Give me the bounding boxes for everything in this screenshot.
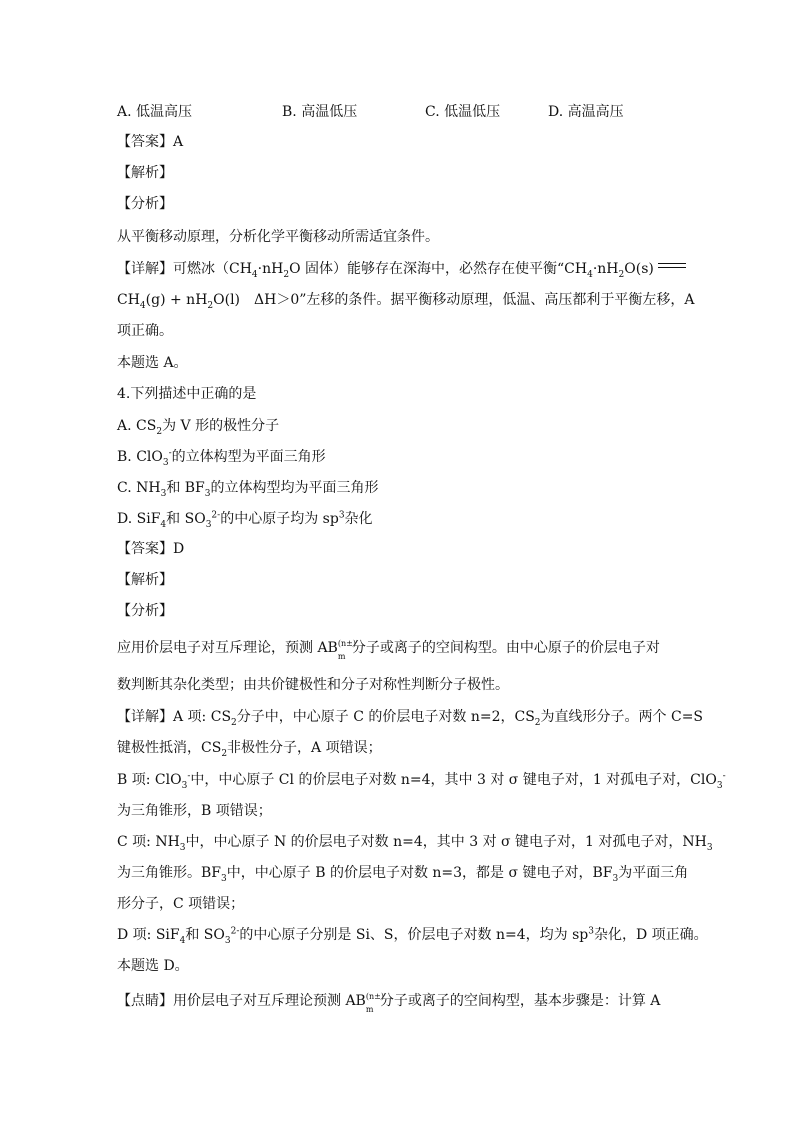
q4-stem: 4.下列描述中正确的是 xyxy=(117,386,257,402)
q3-jiexi-heading: 【解析】 xyxy=(117,165,173,181)
q4-detail-c-line-1: C 项: $NH_3$中，中心原子 N 的价层电子对数 n=4，其中 3 对 σ 键电子对，1 对孤电子对，$NH_3$ xyxy=(117,834,713,853)
equilibrium-arrow-icon xyxy=(658,261,686,271)
q4-analysis-line-2: 数判断其杂化类型；由共价键极性和分子对称性判断分子极性。 xyxy=(117,677,509,693)
q4-option-a: A. $CS_2$为 V 形的极性分子 xyxy=(117,418,280,437)
option-a: A. 低温高压 xyxy=(117,104,193,120)
q4-detail-c-line-2: 为三角锥形。$BF_3$中，中心原子 B 的价层电子对数 n=3，都是 σ 键电子对，$BF_3$为平面三角 xyxy=(117,865,689,884)
q4-option-c: C. $NH_3$和 $BF_3$的立体构型均为平面三角形 xyxy=(117,480,379,499)
q3-answer: 【答案】A xyxy=(117,134,184,150)
q3-fenxi-heading: 【分析】 xyxy=(117,196,173,212)
q3-detail-line-2: $CH_4(g) + nH_2O(l)$ ΔH＞0”左移的条件。据平衡移动原理，低温、高压都利于平衡左移，A xyxy=(117,292,695,311)
q4-fenxi-heading: 【分析】 xyxy=(117,603,173,619)
q4-analysis-line-1: 应用价层电子对互斥理论，预测 AB (n±) m 分子或离子的空间构型。由中心原子的价层电子对 xyxy=(117,639,660,661)
q4-option-d: D. SiF$_4$和 $SO_3^{2-}$的中心原子均为 $sp^3$杂化 xyxy=(117,510,373,530)
q4-detail-a-line-1: 【详解】A 项: $CS_2$分子中，中心原子 C 的价层电子对数 n=2，$CS_2$为直线形分子。两个 C=S xyxy=(117,709,704,728)
option-d: D. 高温高压 xyxy=(548,104,624,120)
q4-tip: 【点睛】用价层电子对互斥理论预测 AB (n±) m 分子或离子的空间构型，基本步骤是：计算 A xyxy=(117,992,661,1014)
q3-detail-line-3: 项正确。 xyxy=(117,323,173,339)
q4-detail-d: D 项: SiF$_4$和 $SO_3^{2-}$的中心原子分别是 Si、S，价层电子对数 n=4，均为 $sp^3$杂化，D 项正确。 xyxy=(117,926,708,946)
q3-detail-line-1: 【详解】可燃冰（$CH_4\cdot nH_2O$ 固体）能够存在深海中，必然存在使平衡“$CH_4\cdot nH_2O(s)$ xyxy=(117,259,677,279)
q4-detail-a-line-2: 键极性抵消，$CS_2$非极性分子，A 项错误； xyxy=(117,740,382,759)
q4-option-b: B. ClO$_3$-的立体构型为平面三角形 xyxy=(117,448,326,468)
option-c: C. 低温低压 xyxy=(425,104,501,120)
q4-detail-c-line-3: 形分子，C 项错误； xyxy=(117,896,245,912)
q4-conclusion: 本题选 D。 xyxy=(117,958,189,974)
option-b: B. 高温低压 xyxy=(282,104,358,120)
q4-answer: 【答案】D xyxy=(117,541,185,557)
q4-jiexi-heading: 【解析】 xyxy=(117,572,173,588)
q4-detail-b-line-1: B 项: ClO$_3$-中，中心原子 Cl 的价层电子对数 n=4，其中 3 对 σ 键电子对，1 对孤电子对，ClO$_3$- xyxy=(117,771,726,791)
q3-analysis: 从平衡移动原理，分析化学平衡移动所需适宜条件。 xyxy=(117,229,439,245)
q3-conclusion: 本题选 A。 xyxy=(117,355,188,371)
q4-detail-b-line-2: 为三角锥形，B 项错误； xyxy=(117,803,272,819)
